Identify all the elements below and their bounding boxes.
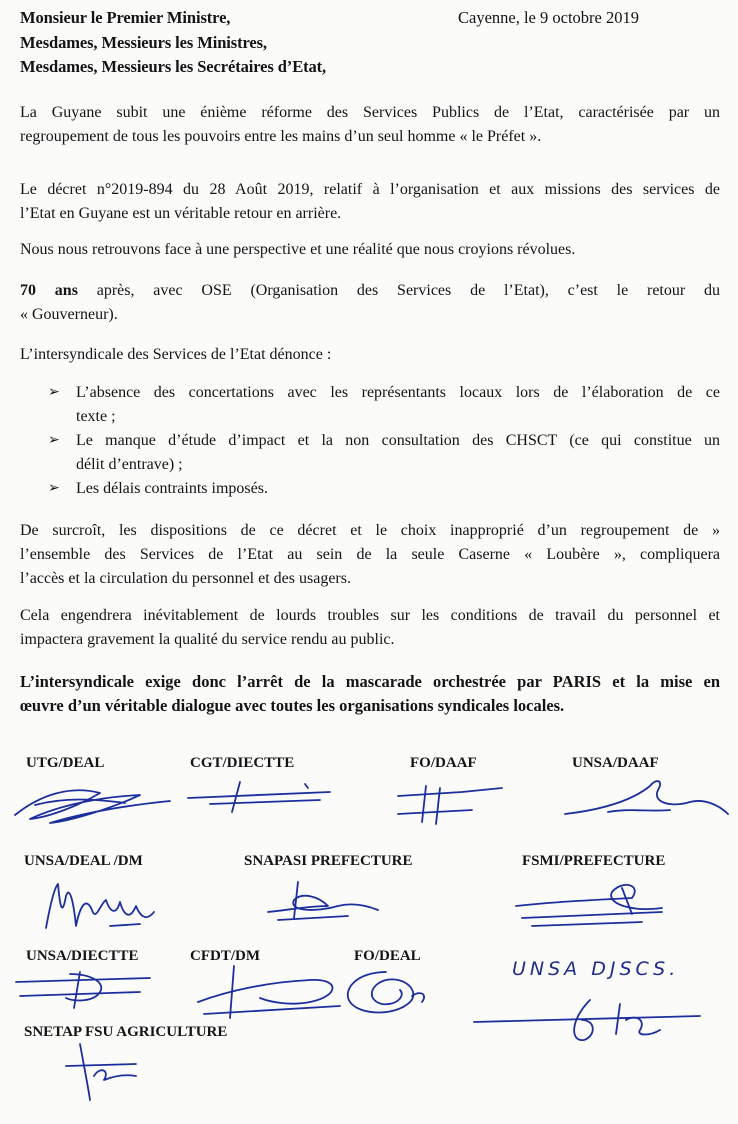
signature-fsmi xyxy=(512,874,682,934)
signatory-label-unsa-deal-dm: UNSA/DEAL /DM xyxy=(24,853,143,869)
signature-snapasi xyxy=(258,876,398,926)
paragraph-1 xyxy=(20,101,720,149)
paragraph-3 xyxy=(20,238,720,262)
bullet-arrow-icon: ➢ xyxy=(48,433,60,448)
paragraph-line: regroupement de tous les pouvoirs entre les mains d’un seul homme « le Préfet ». xyxy=(20,128,542,145)
addressee-line-2: Mesdames, Messieurs les Ministres, xyxy=(20,33,267,52)
signature-cgt-diectte xyxy=(180,778,350,818)
emphasis-70-ans: 70 ans xyxy=(20,282,78,299)
paragraph-line: L’intersyndicale exige donc l’arrêt de la mascarade orchestrée par PARIS et la mise en xyxy=(20,672,720,691)
paragraph-line: Le décret n°2019-894 du 28 Août 2019, relatif à l’organisation et aux missions des services de xyxy=(20,181,720,198)
signatory-label-unsa-diectte: UNSA/DIECTTE xyxy=(26,948,139,964)
signatory-label-fo-daaf: FO/DAAF xyxy=(410,755,477,771)
signature-unsa-diectte xyxy=(10,968,160,1014)
paragraph-6 xyxy=(20,519,720,591)
signature-fo-deal xyxy=(336,966,446,1020)
signatory-label-snapasi-prefecture: SNAPASI PREFECTURE xyxy=(244,853,413,869)
paragraph-line: « Gouverneur). xyxy=(20,306,118,323)
signature-cfdt-dm xyxy=(190,962,360,1022)
signature-snetap-fsu xyxy=(40,1036,160,1106)
bullet-line: texte ; xyxy=(76,408,116,425)
paragraph-line: l’ensemble des Services de l’Etat au sein de la seule Caserne « Loubère », compliquera xyxy=(20,546,720,563)
signatory-label-unsa-daaf: UNSA/DAAF xyxy=(572,755,659,771)
paragraph-5 xyxy=(20,343,720,367)
signature-utg-deal xyxy=(10,775,180,835)
paragraph-line: impactera gravement la qualité du service rendu au public. xyxy=(20,631,395,648)
signature-unsa-djscs xyxy=(470,990,720,1050)
signature-unsa-deal-dm xyxy=(40,876,160,938)
signatory-label-fsmi-prefecture: FSMI/PREFECTURE xyxy=(522,853,666,869)
bullet-line: délit d’entrave) ; xyxy=(76,456,183,473)
bullet-line: L’absence des concertations avec les représentants locaux lors de l’élaboration de ce xyxy=(76,384,720,401)
paragraph-line: l’accès et la circulation du personnel et des usagers. xyxy=(20,570,351,587)
signature-unsa-daaf xyxy=(560,772,730,822)
signatory-label-utg-deal: UTG/DEAL xyxy=(26,755,105,771)
bullet-item-3 xyxy=(76,477,720,501)
paragraph-line xyxy=(20,279,720,303)
paragraph-line: L’intersyndicale des Services de l’Etat dénonce : xyxy=(20,346,332,363)
signature-fo-daaf xyxy=(392,778,512,828)
paragraph-line: Cela engendrera inévitablement de lourds troubles sur les conditions de travail du personnel et xyxy=(20,607,720,624)
signatory-label-snetap-fsu: SNETAP FSU AGRICULTURE xyxy=(24,1024,228,1040)
bullet-arrow-icon: ➢ xyxy=(48,385,60,400)
handwritten-unsa-djscs: UNSA DJSCS. xyxy=(512,958,680,980)
paragraph-8-demand xyxy=(20,670,720,718)
paragraph-line: La Guyane subit une énième réforme des Services Publics de l’Etat, caractérisée par un xyxy=(20,104,720,121)
addressee-line-3: Mesdames, Messieurs les Secrétaires d’Etat, xyxy=(20,57,327,76)
paragraph-line: De surcroît, les dispositions de ce décret et le choix inapproprié d’un regroupement de » xyxy=(20,522,720,539)
paragraph-2 xyxy=(20,178,720,226)
signatory-label-cgt-diectte: CGT/DIECTTE xyxy=(190,755,295,771)
paragraph-text: après, avec OSE (Organisation des Services de l’Etat), c’est le retour du xyxy=(77,282,721,299)
paragraph-7 xyxy=(20,604,720,652)
bullet-line: Les délais contraints imposés. xyxy=(76,480,268,497)
bullet-item-2 xyxy=(76,429,720,477)
paragraph-line: œuvre d’un véritable dialogue avec toutes les organisations syndicales locales. xyxy=(20,696,565,715)
place-and-date: Cayenne, le 9 octobre 2019 xyxy=(458,8,639,27)
signatory-label-cfdt-dm: CFDT/DM xyxy=(190,948,260,964)
bullet-arrow-icon: ➢ xyxy=(48,481,60,496)
paragraph-4 xyxy=(20,279,720,327)
bullet-item-1 xyxy=(76,381,720,429)
addressee-line-1: Monsieur le Premier Ministre, xyxy=(20,8,231,27)
signatory-label-fo-deal: FO/DEAL xyxy=(354,948,421,964)
paragraph-line: Nous nous retrouvons face à une perspective et une réalité que nous croyions révolues. xyxy=(20,241,576,258)
paragraph-line: l’Etat en Guyane est un véritable retour en arrière. xyxy=(20,205,342,222)
bullet-line: Le manque d’étude d’impact et la non consultation des CHSCT (ce qui constitue un xyxy=(76,432,720,449)
